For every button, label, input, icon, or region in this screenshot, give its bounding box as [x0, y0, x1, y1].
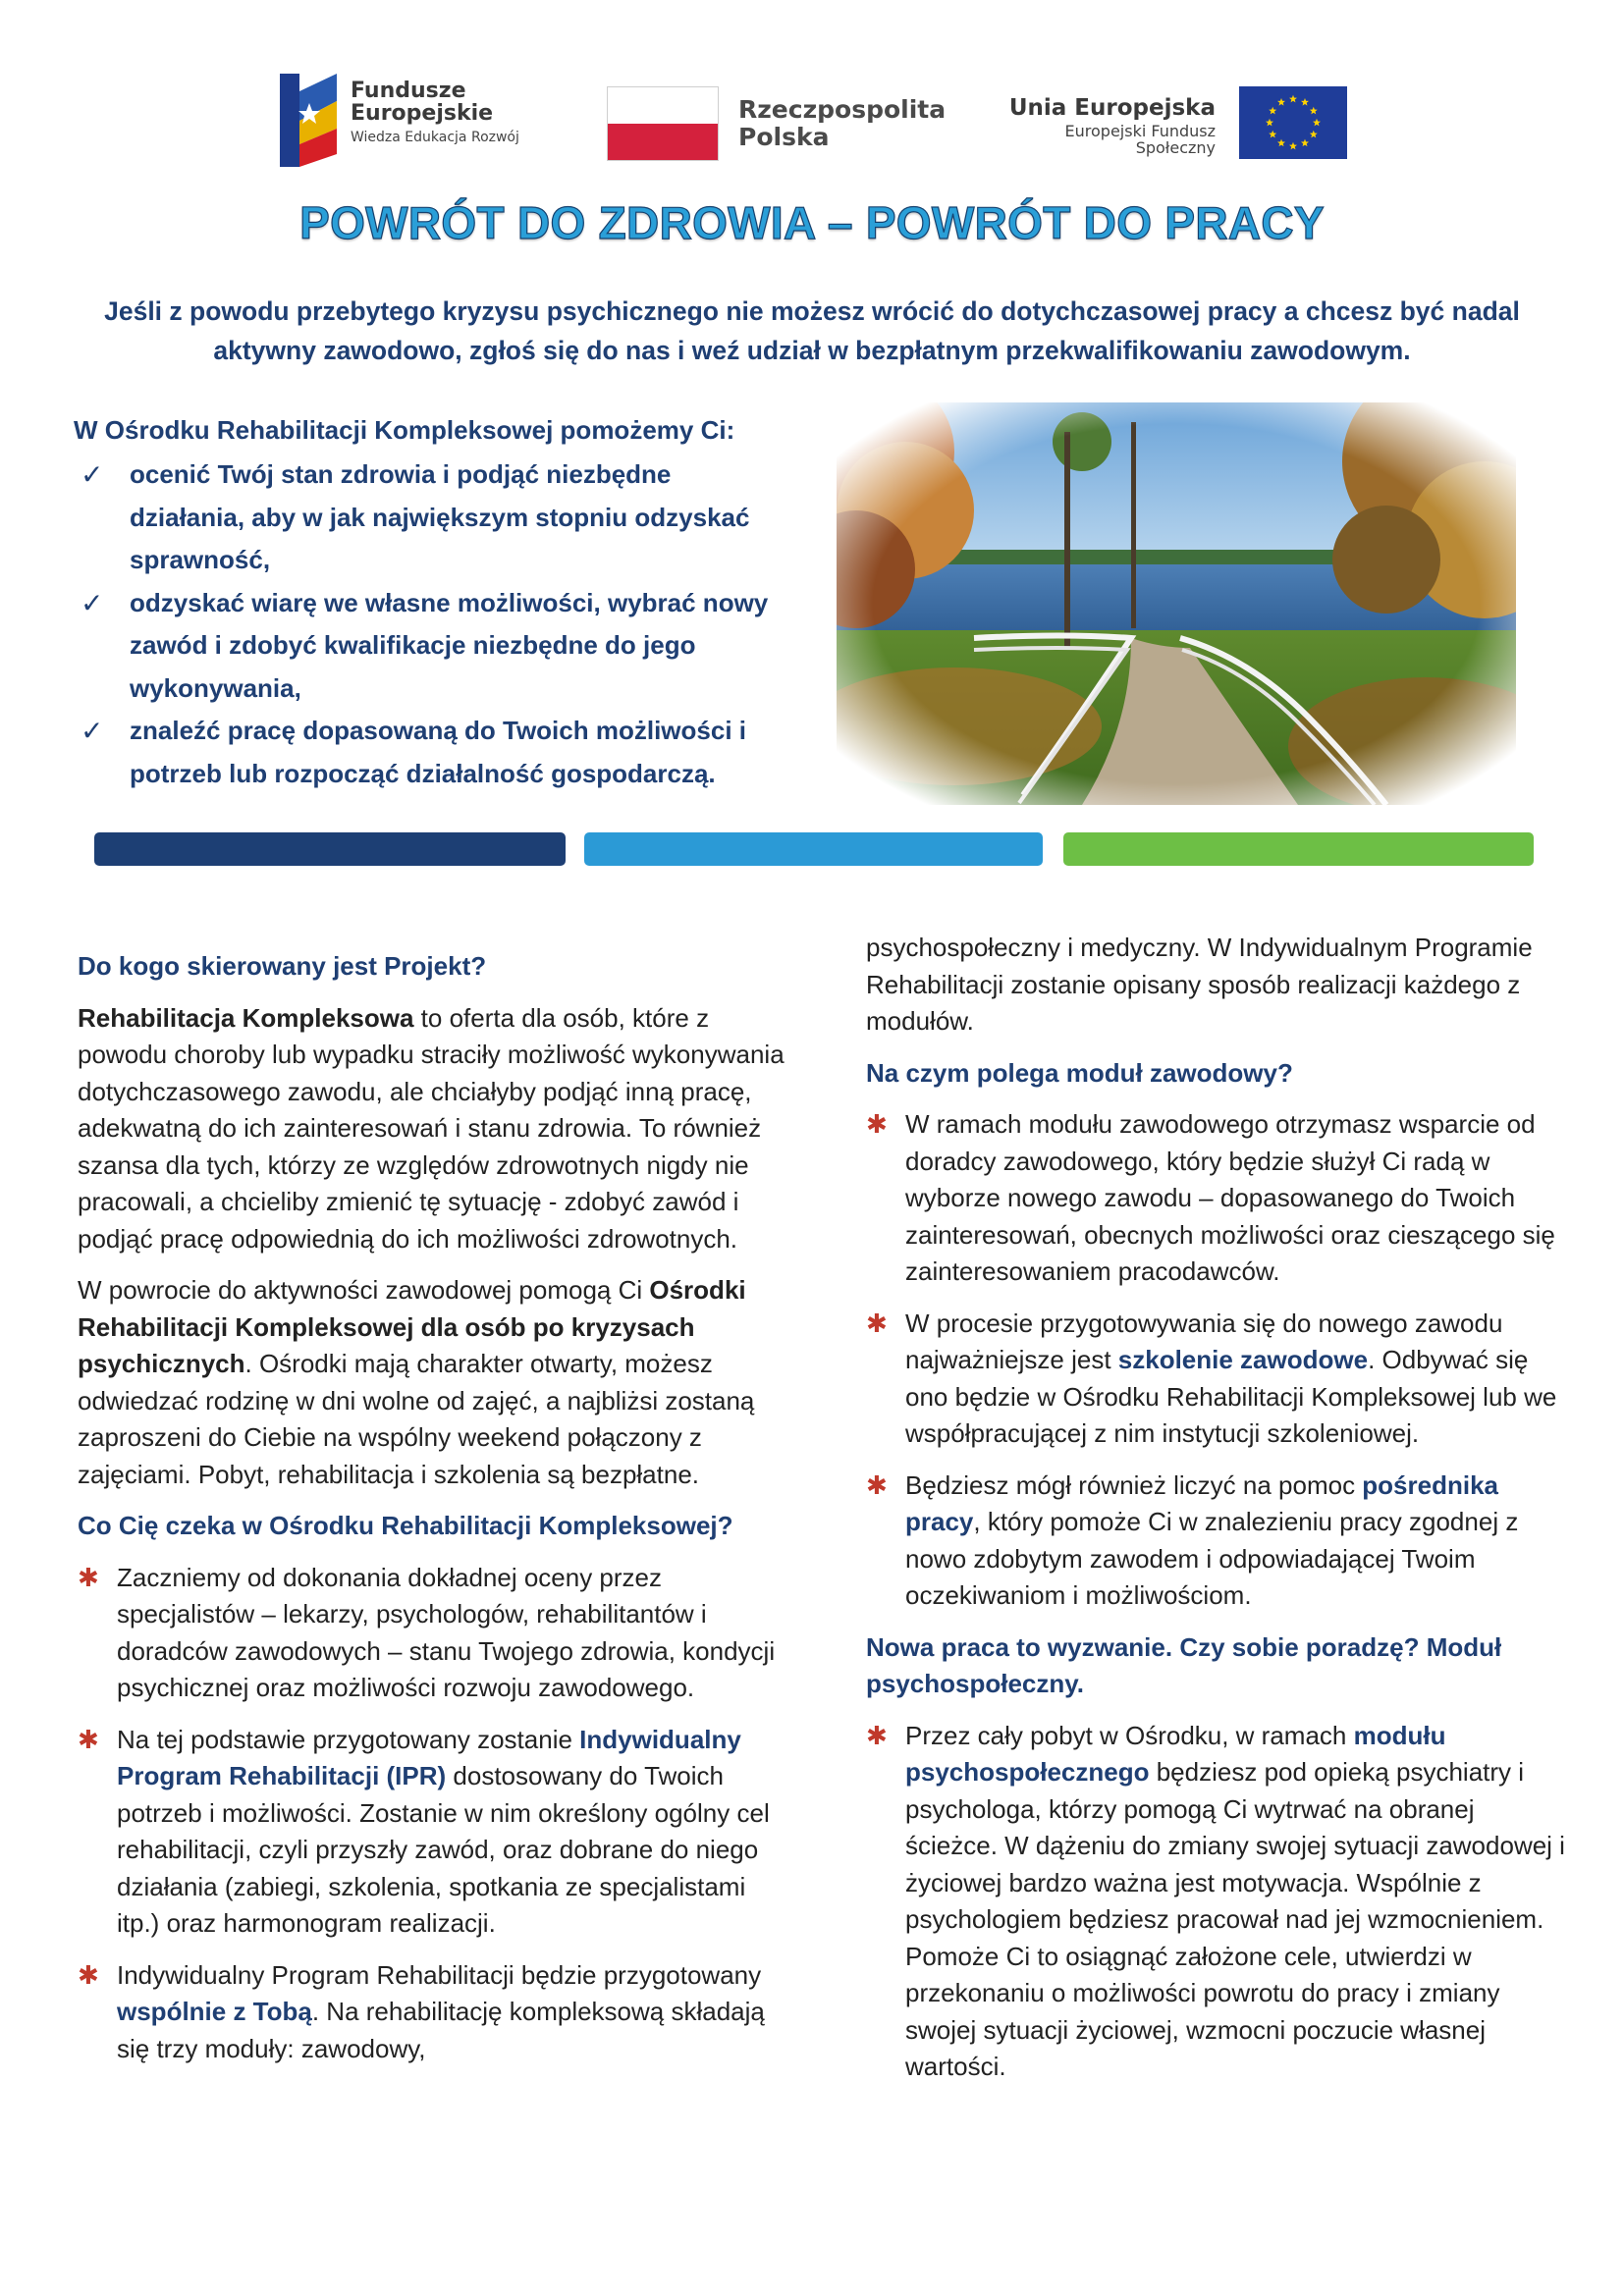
- checklist-item: ✓ ocenić Twój stan zdrowia i podjąć niezbędne działania, aby w jak największym stopniu odzyskać sprawność,: [79, 454, 776, 582]
- paragraph: psychospołeczny i medyczny. W Indywidualnym Programie Rehabilitacji zostanie opisany sposób realizacji każdego z modułów.: [866, 933, 1533, 1036]
- rp-logo-line1: Rzeczpospolita: [738, 95, 947, 124]
- green-divider-bar: [1063, 832, 1534, 866]
- unia-europejska-logo: [988, 86, 1361, 165]
- benefit-checklist: [79, 454, 776, 795]
- list-item: ✱ Przez cały pobyt w Ośrodku, w ramach modułu psychospołecznego będziesz pod opieką psychiatry i psychologa, którzy pomogą Ci wytrwać na obranej ścieżce. W dążeniu do zmiany swojej sytuacji zawodowej i życiowej bardzo ważna jest motywacja. Wspólnie z psychologiem będziesz pracował nad jej wzmocnieniem. Pomoże Ci to osiągnąć założone cele, utwierdzi w przekonaniu o możliwości powrotu do pracy i zmiany swojej sytuacji życiowej, wzmocni poczucie własnej wartości.: [866, 1718, 1565, 2086]
- paragraph: W powrocie do aktywności zawodowej pomogą Ci Ośrodki Rehabilitacji Kompleksowej dla osób po kryzysach psychicznych. Ośrodki mają charakter otwarty, możesz odwiedzać rodzinę w dni wolne od zajęć, a najbliżsi zostaną zaproszeni do Ciebie na wspólny weekend połączony z zajęciami. Pobyt, rehabilitacja i szkolenia są bezpłatne.: [78, 1275, 755, 1489]
- list-item: ✱ W procesie przygotowywania się do nowego zawodu najważniejsze jest szkolenie zawodowe. Odbywać się ono będzie w Ośrodku Rehabilitacji Kompleksowej lub we współpracującej z nim instytucji szkoleniowej.: [866, 1306, 1565, 1453]
- center-heading: W Ośrodku Rehabilitacji Kompleksowej pomożemy Ci:: [74, 415, 735, 445]
- section-heading: Na czym polega moduł zawodowy?: [866, 1057, 1293, 1088]
- ue-logo-sub: Europejski Fundusz Społeczny: [1064, 122, 1216, 157]
- lakeside-path-photo: [837, 402, 1516, 805]
- check-icon: ✓: [81, 459, 104, 490]
- bullet-list: [866, 1106, 1565, 1615]
- fe-logo-line2: Europejskie: [351, 101, 494, 127]
- intro-text: Jeśli z powodu przebytego kryzysu psychicznego nie możesz wrócić do dotychczasowej pracy a chcesz być nadal aktywny zawodowo, zgłoś się do nas i weź udział w bezpłatnym przekwalifikowaniu zawodowym.: [104, 296, 1520, 365]
- page-title: POWRÓT DO ZDROWIA – POWRÓT DO PRACY: [299, 197, 1325, 248]
- fe-logo-line1: Fundusze: [351, 79, 466, 103]
- list-item: ✱ Na tej podstawie przygotowany zostanie Indywidualny Program Rehabilitacji (IPR) dostosowany do Twoich potrzeb i możliwości. Zostanie w nim określony ogólny cel rehabilitacji, czyli przyszły zawód, oraz dobrane do niego działania (zabiegi, szkolenia, spotkania ze specjalistami itp.) oraz harmonogram realizacji.: [78, 1722, 785, 1943]
- polish-flag-icon: [607, 86, 719, 161]
- rp-logo-line2: Polska: [738, 122, 830, 151]
- checklist-item: ✓ odzyskać wiarę we własne możliwości, wybrać nowy zawód i zdobyć kwalifikacje niezbędne do jego wykonywania,: [79, 582, 776, 711]
- asterisk-bullet-icon: ✱: [78, 1724, 99, 1754]
- right-column: [866, 930, 1565, 2101]
- list-item: ✱ Zaczniemy od dokonania dokładnej oceny przez specjalistów – lekarzy, psychologów, rehabilitantów i doradców zawodowych – stanu Twojego zdrowia, kondycji psychicznej oraz możliwości rozwoju zawodowego.: [78, 1560, 785, 1707]
- asterisk-bullet-icon: ✱: [78, 1562, 99, 1592]
- list-item: ✱ W ramach modułu zawodowego otrzymasz wsparcie od doradcy zawodowego, który będzie służył Ci radą w wyborze nowego zawodu – dopasowanego do Twoich zainteresowań, obecnych możliwości oraz cieszącego się zainteresowaniem pracodawców.: [866, 1106, 1565, 1291]
- check-icon: ✓: [81, 716, 104, 746]
- eu-flag-icon: [1239, 86, 1347, 159]
- left-column: [78, 948, 785, 2082]
- asterisk-bullet-icon: ✱: [78, 1959, 99, 1990]
- rzeczpospolita-logo: [607, 86, 947, 165]
- section-heading: Nowa praca to wyzwanie. Czy sobie poradzę? Moduł psychospołeczny.: [866, 1631, 1502, 1698]
- blue-divider-bar: [584, 832, 1043, 866]
- fe-star-emblem-icon: [280, 74, 337, 167]
- asterisk-bullet-icon: ✱: [866, 1308, 888, 1338]
- asterisk-bullet-icon: ✱: [866, 1720, 888, 1750]
- fundusze-europejskie-logo: [280, 74, 565, 167]
- check-icon: ✓: [81, 587, 104, 618]
- checklist-item: ✓ znaleźć pracę dopasowaną do Twoich możliwości i potrzeb lub rozpocząć działalność gospodarczą.: [79, 710, 776, 795]
- section-heading: Do kogo skierowany jest Projekt?: [78, 951, 487, 981]
- bullet-list: [78, 1560, 785, 2068]
- section-heading: Co Cię czeka w Ośrodku Rehabilitacji Kompleksowej?: [78, 1511, 733, 1540]
- list-item: ✱ Indywidualny Program Rehabilitacji będzie przygotowany wspólnie z Tobą. Na rehabilitację kompleksową składają się trzy moduły: zawodowy,: [78, 1957, 785, 2068]
- list-item: ✱ Będziesz mógł również liczyć na pomoc pośrednika pracy, który pomoże Ci w znalezieniu pracy zgodnej z nowo zdobytym zawodem i odpowiadającej Twoim oczekiwaniom i możliwościom.: [866, 1468, 1565, 1615]
- bullet-list: [866, 1718, 1565, 2086]
- ue-logo-name: Unia Europejska: [1008, 95, 1216, 121]
- asterisk-bullet-icon: ✱: [866, 1469, 888, 1500]
- navy-divider-bar: [94, 832, 566, 866]
- fe-logo-sub: Wiedza Edukacja Rozwój: [351, 130, 519, 146]
- paragraph: Rehabilitacja Kompleksowa to oferta dla osób, które z powodu choroby lub wypadku straciły możliwość wykonywania dotychczasowego zawodu, ale chciałyby podjąć inną pracę, adekwatną do ich zainteresowań i stanu zdrowia. To również szansa dla tych, którzy ze względów zdrowotnych nigdy nie pracowali, a chcieliby zmienić tę sytuację - zdobyć zawód i podjąć pracę odpowiednią do ich możliwości zdrowotnych.: [78, 1002, 785, 1254]
- asterisk-bullet-icon: ✱: [866, 1109, 888, 1139]
